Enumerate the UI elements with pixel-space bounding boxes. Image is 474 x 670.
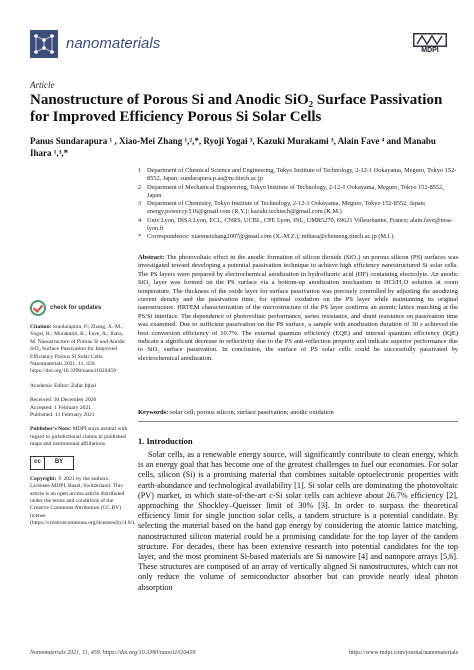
published-date: Published: 11 February 2021 — [30, 412, 95, 419]
article-type: Article — [30, 80, 55, 90]
affiliation-number: 2 — [138, 183, 142, 191]
footer-journal-link[interactable]: https://www.mdpi.com/journal/nanomaterials — [349, 650, 458, 656]
mdpi-wordmark: MDPI — [421, 47, 439, 54]
check-updates-icon — [30, 300, 46, 316]
author-list[interactable]: Panus Sundarapura ¹ , Xiao-Mei Zhang ¹,²,*, Ryoji Yogai ³, Kazuki Murakami ³, Alain Fave ⁴ and Manabu Ihara ¹,³,* — [30, 136, 436, 158]
accepted-date: Accepted: 1 February 2021 — [30, 404, 92, 411]
journal-logo-icon — [30, 30, 58, 58]
received-date: Received: 30 December 2020 — [30, 397, 97, 404]
introduction-text: Solar cells, as a renewable energy source, will significantly contribute to clean energy, which is an energy goal that has become one of the greatest challenges to fuel our economies. For solar cells, silicon (Si) is a promising material that combines suitable optoelectronic properties with earth-abundance and technological availability [1]. Si solar cells are dominating the photovoltaic (PV) market, in which state-of-the-art c-Si solar cells can achieve about 26.7% efficiency [2], approaching the Shockley–Queisser limit of 30% [3]. In order to surpass the theoretical efficiency limit for single junction solar cells, a tandem structure is a potential candidate. By selecting the material based on the band gap energy by considering the atomic lattice matching, nanostructured silicon material could be a promising candidate for the top layer of the tandem structure. For decades, there has been extensive research into potential candidates for the top layer, and the most prominent Si-based materials are Si nanowire [4] and nanopore arrays [5,6]. These structures are composed of an array of vertically aligned Si nanostructures, which can not only reduce the volume of semiconductor absorber but can provide nearly ideal photon absorption — [138, 450, 458, 592]
check-updates-button[interactable] — [30, 300, 128, 316]
citation-text[interactable]: Sundarapura, P.; Zhang, X.-M.; Yogai, R.; Murakami, K.; Fave, A.; Ihara, M. Nanostructure of Porous Si and Anodic SiO₂ Surface Passivation for Improved Efficiency Porous Si Solar Cells. Nanomaterials 2021, 11, 459. https://doi.org/10.3390/nano11020459 — [30, 324, 126, 375]
publisher-note-text: MDPI stays neutral with regard to jurisdictional claims in published maps and institutional affiliations. — [30, 426, 128, 448]
affiliation-item — [138, 184, 458, 201]
affiliations — [138, 167, 458, 242]
footer-citation[interactable]: Nanomaterials 2021, 11, 459. https://doi.org/10.3390/nano11020459 — [30, 650, 196, 656]
keywords — [138, 409, 458, 417]
mdpi-logo-icon — [413, 33, 447, 47]
citation — [30, 324, 128, 376]
cc-icon: cc — [31, 456, 45, 470]
cc-license-badge[interactable] — [30, 456, 74, 470]
affiliation-text: Department of Chemical Science and Engineering, Tokyo Institute of Technology, 2-12-1 Ookayama, Meguro, Tokyo 152-8552, Japan; sundarapura.p.aa@m.titech.ac.jp — [147, 167, 457, 183]
publisher-note-label: Publisher's Note: — [30, 426, 72, 433]
affiliation-number: * — [138, 233, 142, 241]
section-heading-introduction: 1. Introduction — [138, 436, 193, 446]
by-icon: BY — [54, 458, 64, 465]
affiliation-number: 1 — [138, 167, 142, 174]
keywords-label: Keywords: — [138, 409, 169, 416]
affiliation-number: 4 — [138, 216, 142, 224]
copyright — [30, 475, 136, 528]
affiliation-item — [138, 233, 458, 241]
abstract — [138, 254, 458, 363]
affiliation-item — [138, 217, 458, 234]
check-updates-label: check for updates — [50, 304, 102, 311]
abstract-label: Abstract: — [138, 254, 165, 261]
section-divider — [138, 421, 458, 422]
copyright-text[interactable]: © 2021 by the authors. Licensee MDPI, Basel, Switzerland. This article is an open access article distributed under the terms and conditions of the Creative Commons Attribution (CC BY) license (https://creativecommons.org/licenses/by/4.0/). — [30, 475, 136, 527]
article-title: Nanostructure of Porous Si and Anodic SiO₂ Surface Passivation for Improved Efficiency Porous Si Solar Cells — [30, 92, 443, 125]
mdpi-logo[interactable] — [413, 33, 447, 55]
journal-name[interactable]: nanomaterials — [66, 35, 161, 52]
publisher-note — [30, 426, 128, 448]
correspondence-text[interactable]: Correspondence: xiaomeizhang2007@gmail.com (X.-M.Z.); mihara@chemeng.titech.ac.jp (M.I.) — [147, 233, 394, 241]
affiliation-item — [138, 200, 458, 217]
copyright-label: Copyright: — [30, 475, 57, 482]
affiliation-item — [138, 167, 458, 184]
academic-editor: Academic Editor: Zafar Iqbal — [30, 382, 97, 389]
abstract-text: The photovoltaic effect in the anodic formation of silicon dioxide (SiO₂) on porous silicon (PS) surfaces was investigated toward developing a potential passivation technique to achieve high efficiency nanostructured Si solar cells. The PS layers were prepared by electrochemical anodization in hydrofluoric acid (HF) containing electrolyte. An anodic SiO₂ layer was formed on the PS surface via a bottom-up anodization mechanism in HCl/H₂O solution at room temperature. The thickness of the oxide layer for surface passivation was precisely controlled by adjusting the anodizing current density and the passivation time, for optimal oxidation on the PS layer while maintaining its original nanostructure. HRTEM characterization of the microstructure of the PS layer confirms an atomic lattice matching at the PS/Si interface. The dependence of photovoltaic performance, series resistance, and shunt resistance on passivation time was examined. Due to sufficient passivation on the PS surface, a sample with anodization duration of 30 s achieved the best conversion efficiency of 10.7%. The external quantum efficiency (EQE) and internal quantum efficiency (IQE) indicate a significant decrease in reflectivity due to the PS anti-reflection property and indicate superior performance due to SiO₂ surface passivation. In conclusion, the surface of PS solar cells could be successfully passivated by electrochemical anodization. — [138, 254, 459, 362]
affiliation-number: 3 — [138, 200, 142, 208]
dates — [30, 397, 128, 419]
affiliation-text: Department of Mechanical Engineering, Tokyo Institute of Technology, 2-12-1 Ookayama, Meguro, Tokyo 152-8552, Japan — [147, 183, 444, 199]
article-sidebar — [30, 300, 136, 535]
affiliation-text: Univ Lyon, INSA Lyon, ECL, CNRS, UCBL, CPE Lyon, INL, UMR5270, 69621 Villeurbanne, France; alain.fave@insa-lyon.fr — [147, 216, 453, 233]
keywords-text: solar cell; porous silicon; surface passivation; anodic oxidation — [169, 409, 334, 416]
citation-label: Citation: — [30, 324, 52, 330]
affiliation-text: Department of Chemistry, Tokyo Institute of Technology, 2-12-1 Ookayama, Meguro, Tokyo 152-8552, Japan; energy.power.ry.516@gmail.com (R.Y.); kazuki.techtech@gmail.com (K.M.) — [147, 200, 426, 216]
